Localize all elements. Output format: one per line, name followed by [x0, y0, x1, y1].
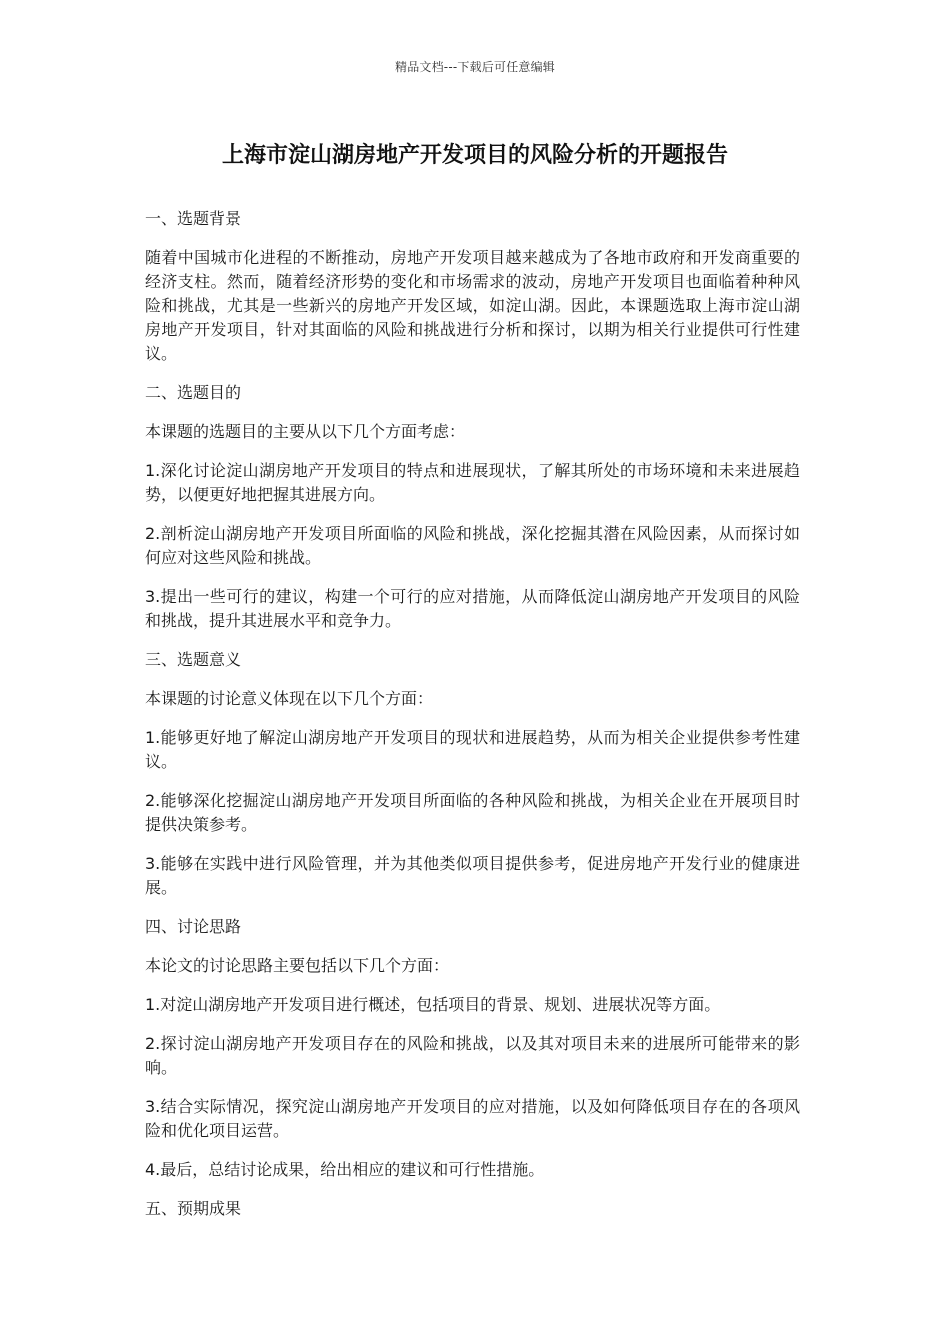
list-item-approach-3: 3.结合实际情况，探究淀山湖房地产开发项目的应对措施，以及如何降低项目存在的各项风险和优化项目运营。 — [145, 1097, 800, 1140]
list-item-significance-3: 3.能够在实践中进行风险管理，并为其他类似项目提供参考，促进房地产开发行业的健康进展。 — [145, 854, 800, 897]
header-note: 精品文档---下载后可任意编辑 — [395, 60, 555, 74]
list-item-purpose-3: 3.提出一些可行的建议，构建一个可行的应对措施，从而降低淀山湖房地产开发项目的风险和挑战，提升其进展水平和竞争力。 — [145, 587, 800, 630]
section-heading-purpose: 二、选题目的 — [145, 383, 242, 402]
paragraph-significance-intro: 本课题的讨论意义体现在以下几个方面： — [145, 689, 434, 708]
list-item-approach-1: 1.对淀山湖房地产开发项目进行概述，包括项目的背景、规划、进展状况等方面。 — [145, 995, 721, 1014]
list-item-approach-4: 4.最后，总结讨论成果，给出相应的建议和可行性措施。 — [145, 1160, 545, 1179]
paragraph-background: 随着中国城市化进程的不断推动，房地产开发项目越来越成为了各地市政府和开发商重要的经济支柱。然而，随着经济形势的变化和市场需求的波动，房地产开发项目也面临着种种风险和挑战，尤其是一些新兴的房地产开发区域，如淀山湖。因此，本课题选取上海市淀山湖房地产开发项目，针对其面临的风险和挑战进行分析和探讨，以期为相关行业提供可行性建议。 — [145, 248, 800, 363]
list-item-purpose-1: 1.深化讨论淀山湖房地产开发项目的特点和进展现状，了解其所处的市场环境和未来进展趋势，以便更好地把握其进展方向。 — [145, 461, 800, 504]
section-heading-approach: 四、讨论思路 — [145, 917, 242, 936]
document-body — [145, 207, 800, 1236]
section-heading-outcomes: 五、预期成果 — [145, 1199, 242, 1218]
list-item-significance-1: 1.能够更好地了解淀山湖房地产开发项目的现状和进展趋势，从而为相关企业提供参考性建议。 — [145, 728, 800, 771]
paragraph-approach-intro: 本论文的讨论思路主要包括以下几个方面： — [145, 956, 450, 975]
document-title: 上海市淀山湖房地产开发项目的风险分析的开题报告 — [221, 143, 728, 168]
section-heading-significance: 三、选题意义 — [145, 650, 242, 669]
section-heading-background: 一、选题背景 — [145, 209, 242, 228]
list-item-approach-2: 2.探讨淀山湖房地产开发项目存在的风险和挑战，以及其对项目未来的进展所可能带来的影响。 — [145, 1034, 800, 1077]
list-item-purpose-2: 2.剖析淀山湖房地产开发项目所面临的风险和挑战，深化挖掘其潜在风险因素，从而探讨如何应对这些风险和挑战。 — [145, 524, 800, 567]
list-item-significance-2: 2.能够深化挖掘淀山湖房地产开发项目所面临的各种风险和挑战，为相关企业在开展项目时提供决策参考。 — [145, 791, 800, 834]
paragraph-purpose-intro: 本课题的选题目的主要从以下几个方面考虑： — [145, 422, 466, 441]
